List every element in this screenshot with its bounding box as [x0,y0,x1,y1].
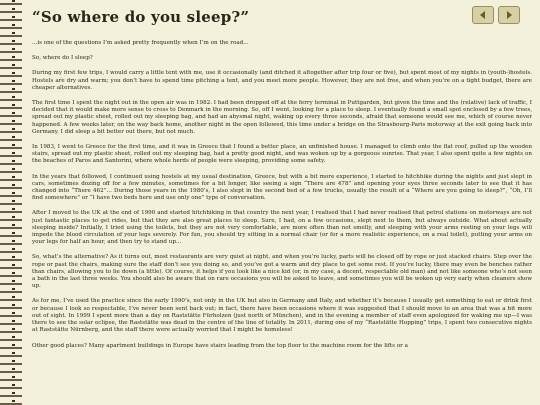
notebook-spiral-binding [0,0,22,405]
page-title: “So where do you sleep?” [32,8,250,26]
paragraph: In the years that followed, I continued using hostels at my usual destination, Greece, but with a bit more experience, I started to hitchhike during the nights and just slept in cars, sometimes dozing off for a few minutes, sometimes for a bit longer, like seeing a sign “There are 478” and opening your eyes three seconds later to see that it has changed into “There 462”... During those years in the 1980’s, I also slept in the second bed of a few trucks, usually the result of a “Where are you going to sleep?”, “Oh, I’ll find somewhere” or “I have two beds here and use only one” type of conversation. [32,173,532,202]
paragraph: In 1983, I went to Greece for the first time, and it was in Greece that I found a better place, an unfinished house. I managed to climb onto the flat roof, pulled up the wooden stairs, spread out my plastic sheet, rolled out my sleeping bag, had a pretty good night, and was woken up by a gorgeous sunrise. That year, I also spent quite a few nights on the beaches of Paros and Santorini, where whole herds of people were sleeping, providing some safety. [32,144,532,165]
paragraph: After I moved to the UK at the end of 1990 and started hitchhiking in that country the next year, I realised that I had never realised that petrol stations on motorways are not just fantastic places to get rides, but that they are also great places to sleep. Sure, I had, on a few occasions, slept next to them, but always outside. What about actually sleeping inside? Initially, I tried using the toilets, but they are not very comfortable, are more often than not smelly, and sleeping with your arms resting on your legs will impede the blood circulation of your legs severely. For fun, you should try sitting in a normal chair (or for a more realistic experience, on a real toilet), putting your arms on your legs for half an hour, and then try to stand up... [32,210,532,246]
paragraph: The first time I spent the night out in the open air was in 1982. I had been dropped off at the ferry terminal in Puttgarden, but given the time and the (relative) lack of traffic, I decided that it would make more sense to cross to Denmark in the morning. So, off I went, looking for a place to sleep. I eventually found a small spot enclosed by a few trees, spread out my plastic sheet, rolled out my sleeping bag, and had an abysmal night, waking up every three seconds, afraid that someone would see me, which of course never happened. A few weeks later, on the way back home, another night in the open followed, this time under a bridge on the Strasbourg-Paris motorway at the exit going back into Germany. I did sleep a bit better out there, but not much. [32,100,532,135]
paragraph: So, where do I sleep? [32,55,93,62]
paragraph: So, what’s the alternative? As it turns out, most restaurants are very quiet at night, and when you’re lucky, parts will be closed off by rope or just stacked chairs. Step over the rope or past the chairs, making sure the staff don’t see you doing so, and you’ve got a warm and dry place to get some rest. If you’re lucky, there may even be benches rather than chairs, allowing you to lie down (a little). Of course, it helps if you look like a nice kid (or, in my case, a decent, respectable old man) and not like someone who’s not seen a bath in the last three weeks. You should also be aware that on rare occasions you will be asked to leave, and sometimes you will be woken up very early when cleaners show up. [32,254,532,290]
page-navigation [472,6,520,24]
page-content [32,0,532,405]
paragraph: Other good places? Many apartment buildings in Europe have stairs leading from the top floor to the machine room for the lifts or a [32,342,408,349]
left-arrow-icon[interactable] [472,6,494,24]
right-arrow-icon[interactable] [498,6,520,24]
paragraph: During my first few trips, I would carry a little tent with me, use it occasionally (and ditched it altogether after trip four or five), but spent most of my nights in (youth-)hostels. Hostels are dry and warm; you don’t have to spend time pitching a tent, and you meet more people. However, they are not free, and when you’re on a tight budget, there are cheaper alternatives. [32,70,532,91]
paragraph: ...is one of the questions I’m asked pretty frequently when I’m on the road... [32,40,249,46]
paragraph: As for me, I’ve used the practice since the early 1990’s, not only in the UK but also in Germany and Italy, and whether it’s because I usually get something to eat or drink first or because I look so respectable, I’ve never been sent back out; in fact, there have been occasions where it was suggested that I should move to an area that was a bit more out of sight. In 1999 I spent more than a day on Raststätte Fürholzen (just north of München), and in the evening a member of staff even apologized for waking me up—I was there to see the solar eclipse, the Raststätte was dead in the centre of the line of totality. In 2011, during one of my “Raststätte Hopping” trips, I spent two consecutive nights at Raststätte Nürnberg, and the staff there were actually worried that I might be homeless! [32,298,532,334]
